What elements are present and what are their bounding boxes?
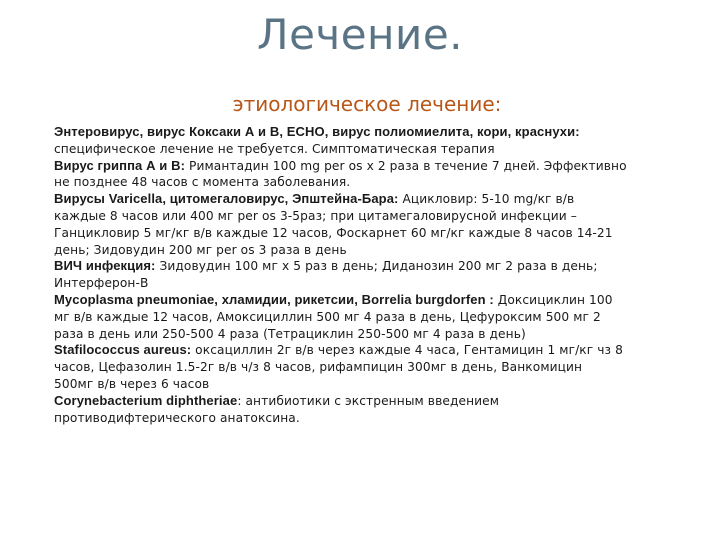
item-text: : антибиотики с экстренным введением bbox=[237, 393, 500, 408]
list-item bbox=[54, 124, 678, 158]
page-subtitle: этиологическое лечение: bbox=[232, 92, 502, 116]
list-item bbox=[54, 158, 678, 192]
item-text-line: мг в/в каждые 12 часов, Амоксициллин 500 мг 4 раза в день, Цефуроксим 500 мг 2 bbox=[54, 309, 601, 324]
list-item bbox=[54, 258, 678, 292]
treatment-list bbox=[54, 124, 678, 426]
item-heading: Вирусы Varicella, цитомегаловирус, Эпштейна-Бара: bbox=[54, 191, 399, 207]
item-heading: Corynebacterium diphtheriae bbox=[54, 392, 238, 408]
item-text-line: не позднее 48 часов с момента заболевания. bbox=[54, 175, 351, 190]
item-text-line: специфическое лечение не требуется. Симптоматическая терапия bbox=[54, 141, 495, 156]
item-heading: Stafilococcus aureus: bbox=[54, 342, 192, 358]
item-text: Римантадин 100 mg per os x 2 раза в течение 7 дней. Эффективно bbox=[185, 158, 627, 173]
item-heading: ВИЧ инфекция: bbox=[54, 258, 156, 274]
item-text: Доксициклин 100 bbox=[493, 292, 613, 307]
item-text-line: день; Зидовудин 200 мг per os 3 раза в день bbox=[54, 242, 347, 257]
item-text-line: Ганцикловир 5 мг/кг в/в каждые 12 часов, Фоскарнет 60 мг/кг каждые 8 часов 14-21 bbox=[54, 225, 613, 240]
item-text-line: Интерферон-В bbox=[54, 276, 149, 291]
list-item bbox=[54, 292, 678, 342]
page-title: Лечение. bbox=[256, 10, 464, 59]
item-text: Зидовудин 100 мг x 5 раз в день; Диданозин 200 мг 2 раза в день; bbox=[155, 259, 598, 274]
item-text-line: часов, Цефазолин 1.5-2г в/в ч/з 8 часов, рифампицин 300мг в день, Ванкомицин bbox=[54, 360, 583, 375]
list-item bbox=[54, 342, 678, 392]
item-text-line: противодифтерического анатоксина. bbox=[54, 410, 300, 425]
item-heading: Mycoplasma pneumoniae, хламидии, рикетсии, Borrelia burgdorfen : bbox=[54, 291, 494, 307]
list-item bbox=[54, 191, 678, 258]
list-item bbox=[54, 393, 678, 427]
item-text-line: раза в день или 250-500 4 раза (Тетрациклин 250-500 мг 4 раза в день) bbox=[54, 326, 526, 341]
item-text-line: каждые 8 часов или 400 мг per os 3-5раз; при цитамегаловирусной инфекции – bbox=[54, 208, 577, 223]
item-text-line: 500мг в/в через 6 часов bbox=[54, 376, 210, 391]
item-heading: Вирус гриппа А и В: bbox=[54, 157, 186, 173]
item-text: Ацикловир: 5-10 mg/кг в/в bbox=[398, 192, 575, 207]
item-text: оксациллин 2г в/в через каждые 4 часа, Гентамицин 1 мг/кг чз 8 bbox=[191, 343, 623, 358]
item-heading: Энтеровирус, вирус Коксаки А и В, ЕСНО, вирус полиомиелита, кори, краснухи: bbox=[54, 124, 580, 139]
